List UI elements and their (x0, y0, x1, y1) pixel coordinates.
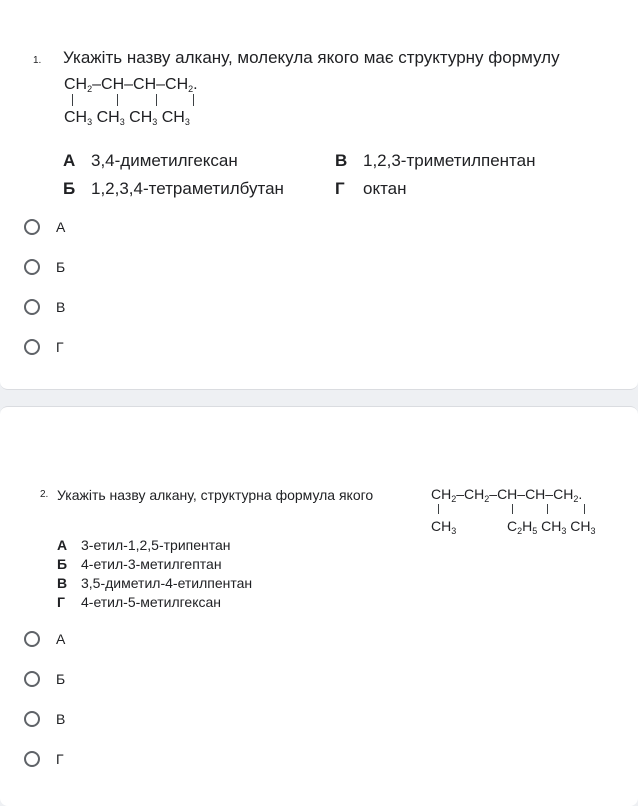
choice-label: А (56, 631, 66, 647)
option-text: 4-етил-5-метилгексан (81, 594, 222, 610)
option-letter: Б (57, 556, 68, 572)
question-text: Укажіть назву алкану, структурна формула якого (57, 487, 374, 503)
radio-circle-icon[interactable] (24, 219, 40, 235)
radio-circle-icon[interactable] (24, 751, 40, 767)
option-text: 3,4-диметилгексан (91, 151, 238, 170)
radio-choice-a[interactable] (24, 629, 65, 649)
radio-circle-icon[interactable] (24, 671, 40, 687)
answer-option-g (57, 594, 221, 610)
option-letter: А (63, 151, 76, 170)
option-text: 1,2,3-триметилпентан (363, 151, 536, 170)
bond-line (156, 94, 157, 106)
option-text: 1,2,3,4-тетраметилбутан (91, 179, 284, 198)
answer-option-g (335, 179, 407, 199)
choice-label: Г (56, 339, 64, 355)
radio-choice-g[interactable] (24, 337, 64, 357)
choice-label: В (56, 711, 66, 727)
radio-circle-icon[interactable] (24, 631, 40, 647)
question-number: 2. (40, 489, 49, 500)
option-letter: В (335, 151, 348, 170)
option-text: 3-етил-1,2,5-трипентан (81, 537, 231, 553)
bond-line (547, 504, 548, 514)
formula-substituent: $CH_3$ (431, 518, 457, 536)
bond-line (193, 94, 194, 106)
radio-circle-icon[interactable] (24, 339, 40, 355)
option-letter: В (57, 575, 68, 591)
radio-choice-v[interactable] (24, 297, 65, 317)
formula-substituents: $C_2H_5$ $CH_3$ $CH_3$ (507, 518, 596, 536)
answer-option-v (335, 151, 535, 171)
question-text: Укажіть назву алкану, молекула якого має структурну формулу (63, 48, 560, 67)
bond-line (117, 94, 118, 106)
radio-circle-icon[interactable] (24, 711, 40, 727)
radio-circle-icon[interactable] (24, 299, 40, 315)
choice-label: Б (56, 259, 66, 275)
option-text: 3,5-диметил-4-етилпентан (81, 575, 253, 591)
option-text: 4-етил-3-метилгептан (81, 556, 222, 572)
radio-circle-icon[interactable] (24, 259, 40, 275)
bond-line (512, 504, 513, 514)
option-letter: А (57, 537, 68, 553)
answer-option-a (57, 537, 231, 553)
answer-option-b (57, 556, 222, 572)
choice-label: В (56, 299, 66, 315)
option-letter: Г (335, 179, 345, 198)
formula-substituents: $CH_3$ $CH_3$ $CH_3$ $CH_3$ (64, 109, 190, 127)
bond-line (72, 94, 73, 106)
option-letter: Г (57, 594, 65, 610)
option-text: октан (363, 179, 407, 198)
radio-choice-b[interactable] (24, 669, 65, 689)
radio-choice-g[interactable] (24, 749, 64, 769)
choice-label: Г (56, 751, 64, 767)
option-letter: Б (63, 179, 76, 198)
question-number: 1. (33, 55, 42, 66)
bond-line (584, 504, 585, 514)
radio-choice-v[interactable] (24, 709, 65, 729)
answer-option-v (57, 575, 252, 591)
formula-main-chain: $CH_2-CH_2-CH-CH-CH_2$. (431, 486, 583, 504)
formula-main-chain: $CH_2-CH-CH-CH_2$. (64, 76, 198, 94)
choice-label: Б (56, 671, 66, 687)
question-card-2 (0, 406, 638, 806)
question-card-1 (0, 0, 638, 390)
radio-choice-a[interactable] (24, 217, 65, 237)
answer-option-b (63, 179, 284, 199)
answer-option-a (63, 151, 238, 171)
bond-line (438, 504, 439, 514)
radio-choice-b[interactable] (24, 257, 65, 277)
choice-label: А (56, 219, 66, 235)
